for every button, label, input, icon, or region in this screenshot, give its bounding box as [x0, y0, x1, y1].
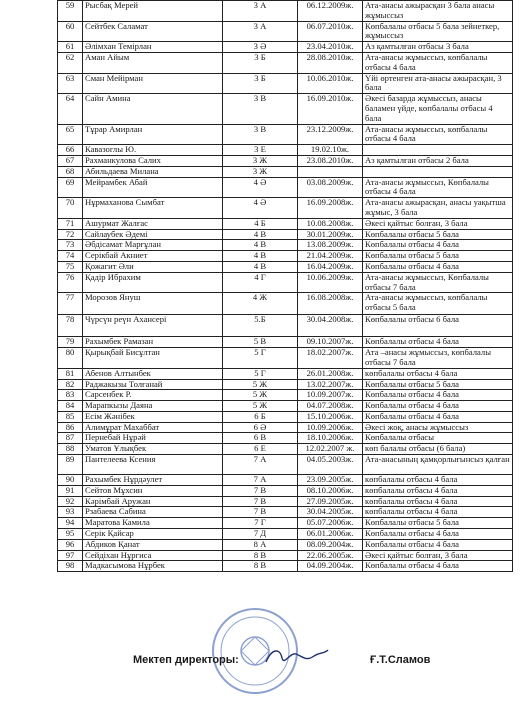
- family-status: Аз қамтылған отбасы 2 бала: [363, 155, 513, 166]
- table-row: [58, 390, 513, 401]
- table-row: [58, 218, 513, 229]
- family-status: Көпбалалы отбасы 5 бала: [363, 229, 513, 240]
- table-row: [58, 293, 513, 315]
- row-number: 89: [58, 455, 83, 475]
- student-class: 3 Ә: [223, 42, 298, 53]
- family-status: көпбалалы отбасы 4 бала: [363, 485, 513, 496]
- row-number: 93: [58, 507, 83, 518]
- student-name: Сарсенбек Р.: [83, 390, 223, 401]
- row-number: 92: [58, 496, 83, 507]
- student-class: 7 В: [223, 485, 298, 496]
- row-number: 90: [58, 475, 83, 486]
- student-class: 5 Г: [223, 368, 298, 379]
- family-status: Ата-анасы ажырасқан, анасы уақытша жұмыс, 3 бала: [363, 198, 513, 219]
- table-row: [58, 21, 513, 42]
- family-status: Ата-анасы жұмыссыз, көпбалалы отбасы 5 бала: [363, 293, 513, 315]
- family-status: Әкесі қайтыс болған, 3 бала: [363, 218, 513, 229]
- family-status: Ата-анасы жұмыссыз, көпбалалы отбасы 4 бала: [363, 52, 513, 73]
- table-row: [58, 272, 513, 293]
- student-class: 3 Б: [223, 73, 298, 94]
- birth-date: [298, 166, 363, 177]
- birth-date: 23.04.2010ж.: [298, 42, 363, 53]
- student-class: 7 А: [223, 475, 298, 486]
- student-class: 3 Е: [223, 145, 298, 156]
- family-status: Көпбалалы отбасы: [363, 433, 513, 444]
- birth-date: 23.08.2010ж.: [298, 155, 363, 166]
- row-number: 70: [58, 198, 83, 219]
- student-class: 4 Ж: [223, 293, 298, 315]
- student-class: 3 В: [223, 94, 298, 124]
- student-name: Сайн Амина: [83, 94, 223, 124]
- table-row: [58, 251, 513, 262]
- table-row: [58, 94, 513, 124]
- student-class: 5 Ж: [223, 401, 298, 412]
- row-number: 82: [58, 379, 83, 390]
- student-name: Сман Мейірман: [83, 73, 223, 94]
- student-name: Кавазоглы Ю.: [83, 145, 223, 156]
- row-number: 67: [58, 155, 83, 166]
- birth-date: 05.07.2006ж.: [298, 518, 363, 529]
- row-number: 91: [58, 485, 83, 496]
- table-row: [58, 155, 513, 166]
- student-name: Нұрмаханова Сымбат: [83, 198, 223, 219]
- student-class: 4 В: [223, 261, 298, 272]
- family-status: Ата-анасы жұмыссыз, Көпбалалы отбасы 4 бала: [363, 177, 513, 198]
- birth-date: 06.07.2010ж.: [298, 21, 363, 42]
- student-name: Әлімхан Темірлан: [83, 42, 223, 53]
- row-number: 64: [58, 94, 83, 124]
- birth-date: 04.05.2003ж.: [298, 455, 363, 475]
- row-number: 95: [58, 529, 83, 540]
- table-row: [58, 401, 513, 412]
- birth-date: 13.08.2009ж.: [298, 240, 363, 251]
- student-class: 6 Б: [223, 411, 298, 422]
- row-number: 77: [58, 293, 83, 315]
- birth-date: 16.04.2009ж.: [298, 261, 363, 272]
- student-name: Есім Жәнібек: [83, 411, 223, 422]
- director-name: Ғ.Т.Сламов: [370, 654, 431, 666]
- row-number: 88: [58, 444, 83, 455]
- student-class: 3 Ж: [223, 166, 298, 177]
- signature-block: [0, 642, 523, 682]
- student-name: Рысбақ Мерей: [83, 1, 223, 22]
- student-class: 4 В: [223, 229, 298, 240]
- student-name: Мейрамбек Абай: [83, 177, 223, 198]
- student-class: 4 Г: [223, 272, 298, 293]
- row-number: 80: [58, 348, 83, 369]
- table-row: [58, 166, 513, 177]
- table-row: [58, 379, 513, 390]
- family-status: Көпбалалы отбасы 6 бала: [363, 315, 513, 337]
- student-class: 5 Г: [223, 348, 298, 369]
- table-row: [58, 529, 513, 540]
- student-name: Серікбай Акниет: [83, 251, 223, 262]
- family-status: көп балалы отбасы (6 бала): [363, 444, 513, 455]
- birth-date: 16.09.2010ж.: [298, 94, 363, 124]
- table-row: [58, 475, 513, 486]
- family-status: Ата-анасының қамқорлығынсыз қалған: [363, 455, 513, 475]
- family-status: Ата-анасы ажырасқан 3 бала анасы жұмыссыз: [363, 1, 513, 22]
- student-name: Рахымбек Рамазан: [83, 337, 223, 348]
- row-number: 75: [58, 261, 83, 272]
- student-class: 5 Ж: [223, 390, 298, 401]
- student-list-table: [57, 0, 513, 572]
- birth-date: 19.02.10ж.: [298, 145, 363, 156]
- birth-date: 23.12.2009ж.: [298, 124, 363, 145]
- birth-date: 06.01.2006ж.: [298, 529, 363, 540]
- birth-date: 12.02.2007 ж.: [298, 444, 363, 455]
- family-status: Ата-анасы жұмыссыз, Көпбалалы отбасы 7 бала: [363, 272, 513, 293]
- row-number: 87: [58, 433, 83, 444]
- family-status: Аз қамтылған отбасы 3 бала: [363, 42, 513, 53]
- birth-date: 04.07.2008ж.: [298, 401, 363, 412]
- family-status: Көпбалалы отбасы 5 бала зейнеткер, жұмыссыз: [363, 21, 513, 42]
- family-status: Көпбалалы отбасы 4 бала: [363, 561, 513, 572]
- table-row: [58, 337, 513, 348]
- student-class: 7 Д: [223, 529, 298, 540]
- student-name: Сейтбек Саламат: [83, 21, 223, 42]
- table-row: [58, 1, 513, 22]
- row-number: 86: [58, 422, 83, 433]
- row-number: 72: [58, 229, 83, 240]
- family-status: көпбалалы отбасы 4 бала: [363, 507, 513, 518]
- family-status: Ата-анасы жұмыссыз, көпбалалы отбасы 4 бала: [363, 124, 513, 145]
- student-name: Қадір Ибрахим: [83, 272, 223, 293]
- student-name: Сейдіхан Нұргиса: [83, 550, 223, 561]
- table-row: [58, 561, 513, 572]
- birth-date: 10.06.2010ж.: [298, 73, 363, 94]
- family-status: Көпбалалы отбасы 4 бала: [363, 529, 513, 540]
- student-class: 4 В: [223, 251, 298, 262]
- row-number: 76: [58, 272, 83, 293]
- student-class: 7 В: [223, 507, 298, 518]
- family-status: Үйі өртенген ата-анасы ажырасқан, 3 бала: [363, 73, 513, 94]
- birth-date: 10.09.2006ж.: [298, 422, 363, 433]
- row-number: 59: [58, 1, 83, 22]
- student-class: 7 Г: [223, 518, 298, 529]
- student-name: Рзабаева Сабина: [83, 507, 223, 518]
- birth-date: 06.12.2009ж.: [298, 1, 363, 22]
- family-status: Көпбалалы отбасы 4 бала: [363, 261, 513, 272]
- birth-date: 04.09.2004ж.: [298, 561, 363, 572]
- row-number: 69: [58, 177, 83, 198]
- family-status: Әкесі базарда жұмыссыз, анасы баламен үйде, көпбалалы отбасы 4 бала: [363, 94, 513, 124]
- table-row: [58, 422, 513, 433]
- family-status: Көпбалалы отбасы 4 бала: [363, 539, 513, 550]
- student-class: 5 В: [223, 337, 298, 348]
- student-name: Марапкызы Даяна: [83, 401, 223, 412]
- family-status: Көпбалалы отбасы 4 бала: [363, 337, 513, 348]
- family-status: Көпбалалы отбасы 4 бала: [363, 240, 513, 251]
- birth-date: 16.09.2008ж.: [298, 198, 363, 219]
- row-number: 61: [58, 42, 83, 53]
- row-number: 73: [58, 240, 83, 251]
- student-class: 8 В: [223, 561, 298, 572]
- birth-date: 23.09.2005ж.: [298, 475, 363, 486]
- birth-date: 18.10.2006ж.: [298, 433, 363, 444]
- family-status: [363, 145, 513, 156]
- student-name: Әбдісамат Марғұлан: [83, 240, 223, 251]
- student-name: Ашурмат Жалғас: [83, 218, 223, 229]
- row-number: 81: [58, 368, 83, 379]
- student-name: Чүрсүн реүн Ахансері: [83, 315, 223, 337]
- table-row: [58, 455, 513, 475]
- student-name: Маратова Камила: [83, 518, 223, 529]
- birth-date: 16.08.2008ж.: [298, 293, 363, 315]
- birth-date: 30.04.2005ж.: [298, 507, 363, 518]
- student-name: Мадкасымова Нұрбек: [83, 561, 223, 572]
- table-row: [58, 73, 513, 94]
- table-row: [58, 368, 513, 379]
- student-name: Сейтов Мұхсин: [83, 485, 223, 496]
- student-class: 3 Б: [223, 52, 298, 73]
- student-list-body: [58, 1, 513, 572]
- student-class: 4 Б: [223, 218, 298, 229]
- row-number: 60: [58, 21, 83, 42]
- birth-date: 27.09.2005ж.: [298, 496, 363, 507]
- student-name: Алимұрат Махаббат: [83, 422, 223, 433]
- row-number: 96: [58, 539, 83, 550]
- table-row: [58, 261, 513, 272]
- student-class: 3 А: [223, 1, 298, 22]
- student-name: Рахымбек Нұрдәулет: [83, 475, 223, 486]
- table-row: [58, 411, 513, 422]
- table-row: [58, 124, 513, 145]
- birth-date: 10.09.2007ж.: [298, 390, 363, 401]
- director-label: Мектеп директоры:: [133, 654, 239, 666]
- row-number: 97: [58, 550, 83, 561]
- family-status: көпбалалы отбасы 4 бала: [363, 475, 513, 486]
- student-class: 3 Ж: [223, 155, 298, 166]
- family-status: [363, 166, 513, 177]
- family-status: Көпбалалы отбасы 4 бала: [363, 411, 513, 422]
- table-row: [58, 177, 513, 198]
- birth-date: 08.09.2004ж.: [298, 539, 363, 550]
- row-number: 66: [58, 145, 83, 156]
- student-name: Морозов Януш: [83, 293, 223, 315]
- row-number: 78: [58, 315, 83, 337]
- student-name: Тұрар Амирлан: [83, 124, 223, 145]
- student-class: 5 Ж: [223, 379, 298, 390]
- row-number: 71: [58, 218, 83, 229]
- student-class: 8 В: [223, 550, 298, 561]
- birth-date: 21.04.2009ж.: [298, 251, 363, 262]
- family-status: Ата –анасы жұмыссыз, көпбалалы отбасы 7 бала: [363, 348, 513, 369]
- row-number: 85: [58, 411, 83, 422]
- student-name: Сайлаубек Әдемі: [83, 229, 223, 240]
- row-number: 79: [58, 337, 83, 348]
- director-signature: [262, 644, 332, 668]
- student-class: 6 Е: [223, 444, 298, 455]
- family-status: көпбалалы отбасы 4 бала: [363, 368, 513, 379]
- student-class: 4 В: [223, 240, 298, 251]
- row-number: 65: [58, 124, 83, 145]
- family-status: Көпбалалы отбасы 5 бала: [363, 379, 513, 390]
- birth-date: 10.08.2008ж.: [298, 218, 363, 229]
- row-number: 62: [58, 52, 83, 73]
- birth-date: 30.01.2009ж.: [298, 229, 363, 240]
- row-number: 74: [58, 251, 83, 262]
- birth-date: 10.06.2009ж.: [298, 272, 363, 293]
- table-row: [58, 240, 513, 251]
- student-class: 7 А: [223, 455, 298, 475]
- student-name: Рахманкулова Салих: [83, 155, 223, 166]
- student-name: Қожагит Әли: [83, 261, 223, 272]
- row-number: 84: [58, 401, 83, 412]
- student-name: Пернебай Нұрәй: [83, 433, 223, 444]
- birth-date: 30.04.2008ж.: [298, 315, 363, 337]
- table-row: [58, 433, 513, 444]
- family-status: көпбалалы отбасы 4 бала: [363, 496, 513, 507]
- table-row: [58, 539, 513, 550]
- row-number: 83: [58, 390, 83, 401]
- birth-date: 13.02.2007ж.: [298, 379, 363, 390]
- birth-date: 22.06.2005ж.: [298, 550, 363, 561]
- family-status: Әкесі жоқ, анасы жұмыссыз: [363, 422, 513, 433]
- student-name: Раджакызы Толғанай: [83, 379, 223, 390]
- student-class: 3 В: [223, 124, 298, 145]
- student-class: 4 Ә: [223, 198, 298, 219]
- family-status: Көпбалалы отбасы 5 бала: [363, 518, 513, 529]
- family-status: Көпбалалы отбасы 4 бала: [363, 401, 513, 412]
- birth-date: 18.02.2007ж.: [298, 348, 363, 369]
- table-row: [58, 198, 513, 219]
- student-name: Абильдаева Милана: [83, 166, 223, 177]
- row-number: 63: [58, 73, 83, 94]
- birth-date: 26.01.2008ж.: [298, 368, 363, 379]
- row-number: 98: [58, 561, 83, 572]
- table-row: [58, 444, 513, 455]
- table-row: [58, 485, 513, 496]
- birth-date: 15.10.2006ж.: [298, 411, 363, 422]
- student-name: Қырықбай Бисұлтан: [83, 348, 223, 369]
- table-row: [58, 315, 513, 337]
- table-row: [58, 42, 513, 53]
- table-row: [58, 550, 513, 561]
- table-row: [58, 496, 513, 507]
- table-row: [58, 145, 513, 156]
- birth-date: 28.08.2010ж.: [298, 52, 363, 73]
- family-status: Әкесі қайтыс болған, 3 бала: [363, 550, 513, 561]
- student-class: 4 Ә: [223, 177, 298, 198]
- table-row: [58, 507, 513, 518]
- table-row: [58, 229, 513, 240]
- student-name: Абенов Алтынбек: [83, 368, 223, 379]
- row-number: 94: [58, 518, 83, 529]
- table-row: [58, 52, 513, 73]
- student-name: Кәрімбай Аружан: [83, 496, 223, 507]
- birth-date: 09.10.2007ж.: [298, 337, 363, 348]
- student-name: Аман Айым: [83, 52, 223, 73]
- family-status: Көпбалалы отбасы 4 бала: [363, 390, 513, 401]
- row-number: 68: [58, 166, 83, 177]
- student-class: 5.Б: [223, 315, 298, 337]
- student-class: 7 В: [223, 496, 298, 507]
- student-name: Уматов Ұлықбек: [83, 444, 223, 455]
- student-class: 3 А: [223, 21, 298, 42]
- birth-date: 08.10.2006ж.: [298, 485, 363, 496]
- family-status: Көпбалалы отбасы 5 бала: [363, 251, 513, 262]
- student-class: 6 Ә: [223, 422, 298, 433]
- student-name: Пантелеева Ксения: [83, 455, 223, 475]
- student-name: Абдиков Қанат: [83, 539, 223, 550]
- student-name: Серік Қайсар: [83, 529, 223, 540]
- birth-date: 03.08.2009ж.: [298, 177, 363, 198]
- student-class: 8 А: [223, 539, 298, 550]
- table-row: [58, 348, 513, 369]
- table-row: [58, 518, 513, 529]
- student-class: 6 В: [223, 433, 298, 444]
